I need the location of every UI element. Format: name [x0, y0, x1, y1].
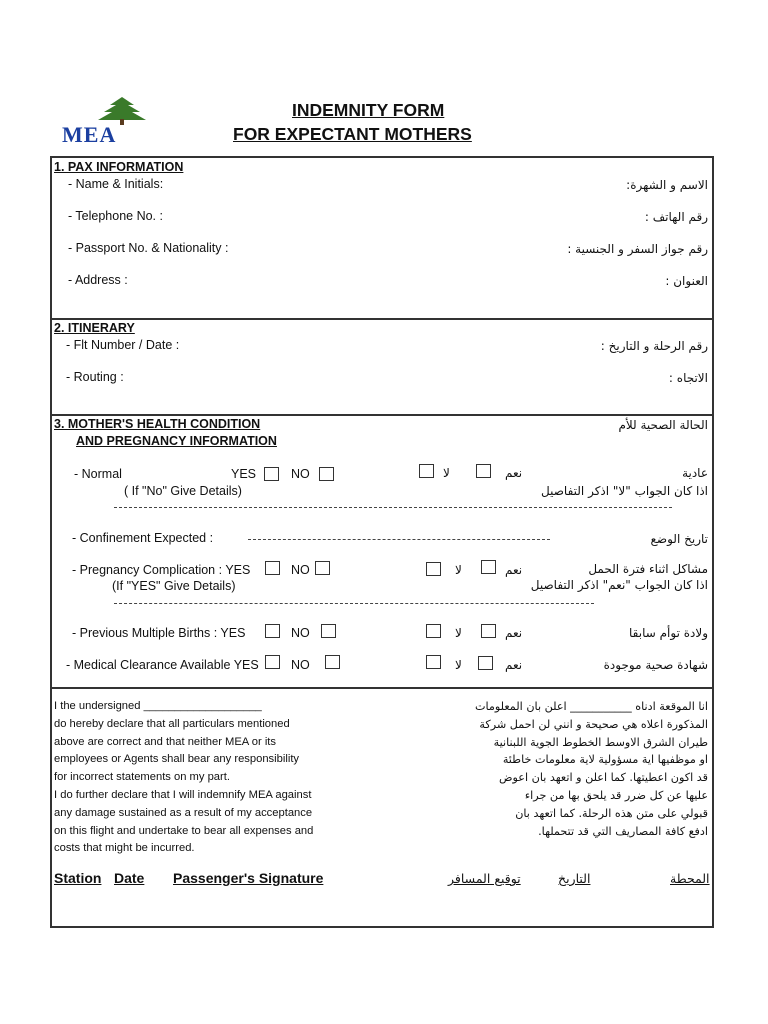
normal-label-ar: عادية — [682, 466, 708, 480]
declaration-line: on this flight and undertake to bear all expenses and — [54, 824, 314, 837]
declaration-line-ar: المذكورة اعلاه هي صحيحة و انني لن احمل شركة — [479, 717, 708, 731]
complication-yes-label-ar: نعم — [505, 563, 523, 577]
declaration-line: employees or Agents shall bear any responsibility — [54, 753, 300, 766]
section-heading-pregnancy: AND PREGNANCY INFORMATION — [76, 434, 277, 448]
date-label-ar: التاريخ — [558, 871, 591, 886]
medical-clearance-yes-checkbox[interactable] — [265, 655, 280, 669]
complication-no-label-ar: لا — [455, 563, 462, 577]
complication-label: - Pregnancy Complication : YES — [72, 563, 251, 577]
medical-clearance-no-label: NO — [291, 658, 310, 672]
normal-details-note-ar: اذا كان الجواب "لا" اذكر التفاصيل — [541, 484, 708, 498]
multiple-births-yes-label-ar: نعم — [505, 626, 523, 640]
passport-label-ar: رقم جواز السفر و الجنسية : — [567, 242, 708, 256]
declaration-english — [54, 698, 313, 858]
passport-label: - Passport No. & Nationality : — [68, 241, 229, 255]
complication-details-line[interactable] — [114, 603, 594, 604]
normal-no-checkbox[interactable] — [319, 467, 334, 481]
normal-yes-checkbox[interactable] — [264, 467, 279, 481]
complication-no-checkbox[interactable] — [315, 561, 330, 575]
section-divider — [50, 318, 714, 320]
medical-clearance-label: - Medical Clearance Available YES — [66, 658, 259, 672]
complication-no-label: NO — [291, 563, 310, 577]
routing-label: - Routing : — [66, 370, 124, 384]
declaration-line-ar: ادفع كافة المصاريف التي قد تتحملها. — [538, 824, 708, 838]
complication-no-checkbox-ar[interactable] — [426, 562, 441, 576]
normal-yes-label-ar: نعم — [505, 466, 523, 480]
normal-label: - Normal — [74, 467, 122, 481]
declaration-line: I the undersigned ___________________ — [54, 700, 262, 712]
station-label: Station — [54, 870, 102, 886]
section-heading-pax: 1. PAX INFORMATION — [54, 160, 184, 174]
form-title-line1: INDEMNITY FORM — [292, 100, 445, 120]
confinement-label: - Confinement Expected : — [72, 531, 214, 545]
confinement-line[interactable] — [248, 539, 550, 540]
declaration-line-ar: او موظفيها اية مسؤولية لاية معلومات خاطئة — [502, 753, 708, 767]
declaration-line: above are correct and that neither MEA or its — [54, 735, 277, 748]
mea-logo — [62, 96, 174, 147]
passenger-signature-label-ar: توقيع المسافر — [448, 871, 521, 886]
declaration-line-ar: قبولي على متن هذه الرحلة. كما اتعهد بان — [515, 806, 708, 820]
declaration-line-ar: قد اكون اعطيتها. كما اعلن و اتعهد بان اعوض — [498, 771, 708, 785]
routing-label-ar: الاتجاه : — [668, 371, 708, 385]
declaration-line-ar: عليها عن كل ضرر قد يلحق بها من جراء — [524, 788, 708, 802]
medical-clearance-yes-label-ar: نعم — [505, 658, 523, 672]
address-label-ar: العنوان : — [665, 274, 708, 288]
address-label: - Address : — [68, 273, 128, 287]
declaration-line: costs that might be incurred. — [54, 842, 195, 855]
multiple-births-yes-checkbox[interactable] — [265, 624, 280, 638]
multiple-births-no-label-ar: لا — [455, 626, 462, 640]
complication-details-note-ar: اذا كان الجواب "نعم" اذكر التفاصيل — [530, 578, 708, 592]
station-label-ar: المحطة — [670, 871, 710, 886]
normal-details-line[interactable] — [114, 507, 672, 508]
complication-details-note: (If "YES" Give Details) — [112, 579, 236, 593]
normal-yes-checkbox-ar[interactable] — [476, 464, 491, 478]
declaration-line: I do further declare that I will indemnify MEA against — [54, 788, 312, 801]
section-heading-health-ar: الحالة الصحية للأم — [618, 418, 708, 432]
normal-details-note: ( If "No" Give Details) — [124, 484, 242, 498]
section-divider — [50, 687, 714, 689]
section-divider — [50, 414, 714, 416]
multiple-births-label-ar: ولادة توأم سابقا — [629, 626, 708, 640]
normal-yes-label: YES — [231, 467, 257, 481]
declaration-line: for incorrect statements on my part. — [54, 771, 230, 784]
medical-clearance-label-ar: شهادة صحية موجودة — [603, 658, 708, 672]
flight-number-label-ar: رقم الرحلة و التاريخ : — [600, 339, 708, 353]
multiple-births-no-checkbox[interactable] — [321, 624, 336, 638]
complication-label-ar: مشاكل اثناء فترة الحمل — [588, 562, 708, 576]
passenger-signature-label: Passenger's Signature — [173, 870, 324, 886]
name-label-ar: الاسم و الشهرة: — [626, 178, 708, 192]
section-heading-health: 3. MOTHER'S HEALTH CONDITION — [54, 417, 261, 431]
declaration-line-ar: انا الموقعة ادناه ___________ اعلن بان المعلومات — [474, 700, 708, 713]
name-label: - Name & Initials: — [68, 177, 164, 191]
normal-no-label-ar: لا — [443, 466, 450, 480]
declaration-arabic — [475, 698, 708, 840]
multiple-births-no-label: NO — [291, 626, 310, 640]
logo-text: MEA — [62, 122, 117, 147]
date-label: Date — [114, 870, 145, 886]
medical-clearance-yes-checkbox-ar[interactable] — [478, 656, 493, 670]
medical-clearance-no-label-ar: لا — [455, 658, 462, 672]
medical-clearance-no-checkbox-ar[interactable] — [426, 655, 441, 669]
normal-no-label: NO — [291, 467, 310, 481]
normal-no-checkbox-ar[interactable] — [419, 464, 434, 478]
declaration-line-ar: طيران الشرق الاوسط الخطوط الجوية اللبنانية — [493, 735, 708, 749]
telephone-label-ar: رقم الهاتف : — [644, 210, 708, 224]
declaration-line: any damage sustained as a result of my acceptance — [54, 806, 313, 819]
declaration-line: do hereby declare that all particulars mentioned — [54, 717, 290, 730]
form-title-line2: FOR EXPECTANT MOTHERS — [233, 124, 472, 144]
complication-yes-checkbox[interactable] — [265, 561, 280, 575]
telephone-label: - Telephone No. : — [68, 209, 163, 223]
flight-number-label: - Flt Number / Date : — [66, 338, 180, 352]
section-heading-itinerary: 2. ITINERARY — [54, 321, 135, 335]
multiple-births-no-checkbox-ar[interactable] — [426, 624, 441, 638]
multiple-births-label: - Previous Multiple Births : YES — [72, 626, 246, 640]
medical-clearance-no-checkbox[interactable] — [325, 655, 340, 669]
confinement-label-ar: تاريخ الوضع — [650, 532, 708, 546]
multiple-births-yes-checkbox-ar[interactable] — [481, 624, 496, 638]
complication-yes-checkbox-ar[interactable] — [481, 560, 496, 574]
